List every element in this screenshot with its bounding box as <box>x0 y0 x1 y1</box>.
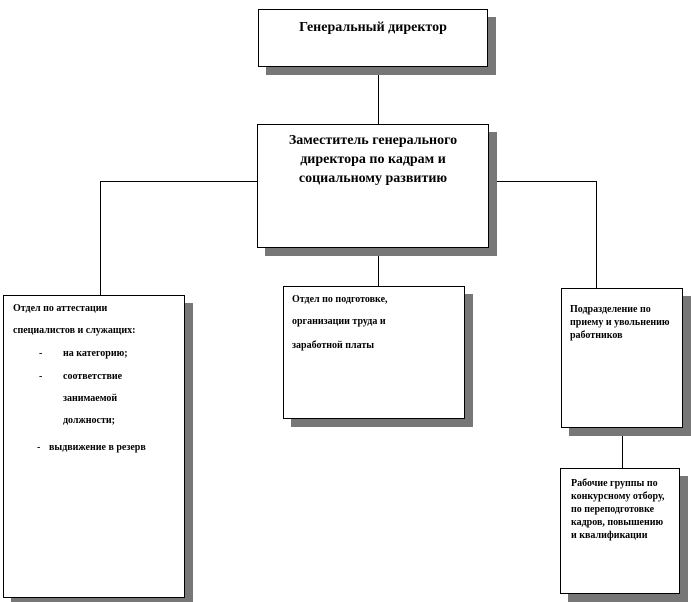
hiring-box <box>561 288 683 428</box>
connector-right-horizontal <box>488 181 597 182</box>
working-groups-label: Рабочие группы по конкурсному отбору, по переподготовке кадров, повышению и квалификации <box>571 478 665 541</box>
attestation-last-item: выдвижение в резерв <box>49 442 146 453</box>
connector-right-vertical <box>596 181 597 288</box>
attestation-box <box>3 295 185 598</box>
training-line1: Отдел по подготовке, <box>292 294 388 305</box>
attestation-item: занимаемой <box>63 393 118 404</box>
hiring-label: Подразделение по приему и увольнению работников <box>570 304 670 341</box>
working-groups-box <box>560 468 680 594</box>
deputy-label: Заместитель генерального директора по кадрам и социальному развитию <box>288 133 458 186</box>
attestation-title-line1: Отдел по аттестации <box>13 303 108 314</box>
training-line3: заработной платы <box>292 340 375 351</box>
connector-left-horizontal <box>100 181 258 182</box>
connector-hiring-groups <box>622 428 623 468</box>
training-line2: организации труда и <box>292 316 386 327</box>
attestation-last-dash: - <box>37 442 41 453</box>
attestation-item-dash: - <box>39 371 43 382</box>
attestation-item: должности; <box>63 415 115 426</box>
attestation-title-line2: специалистов и служащих: <box>13 325 136 336</box>
attestation-item: на категорию; <box>63 348 128 359</box>
connector-ceo-deputy <box>378 66 379 124</box>
attestation-item: соответствие <box>63 371 123 382</box>
deputy-box <box>257 124 489 248</box>
connector-left-vertical <box>100 181 101 296</box>
attestation-item-dash: - <box>39 348 43 359</box>
connector-center-vertical <box>378 247 379 287</box>
ceo-label: Генеральный директор <box>299 20 447 35</box>
training-box <box>283 286 465 419</box>
ceo-box <box>258 9 488 67</box>
